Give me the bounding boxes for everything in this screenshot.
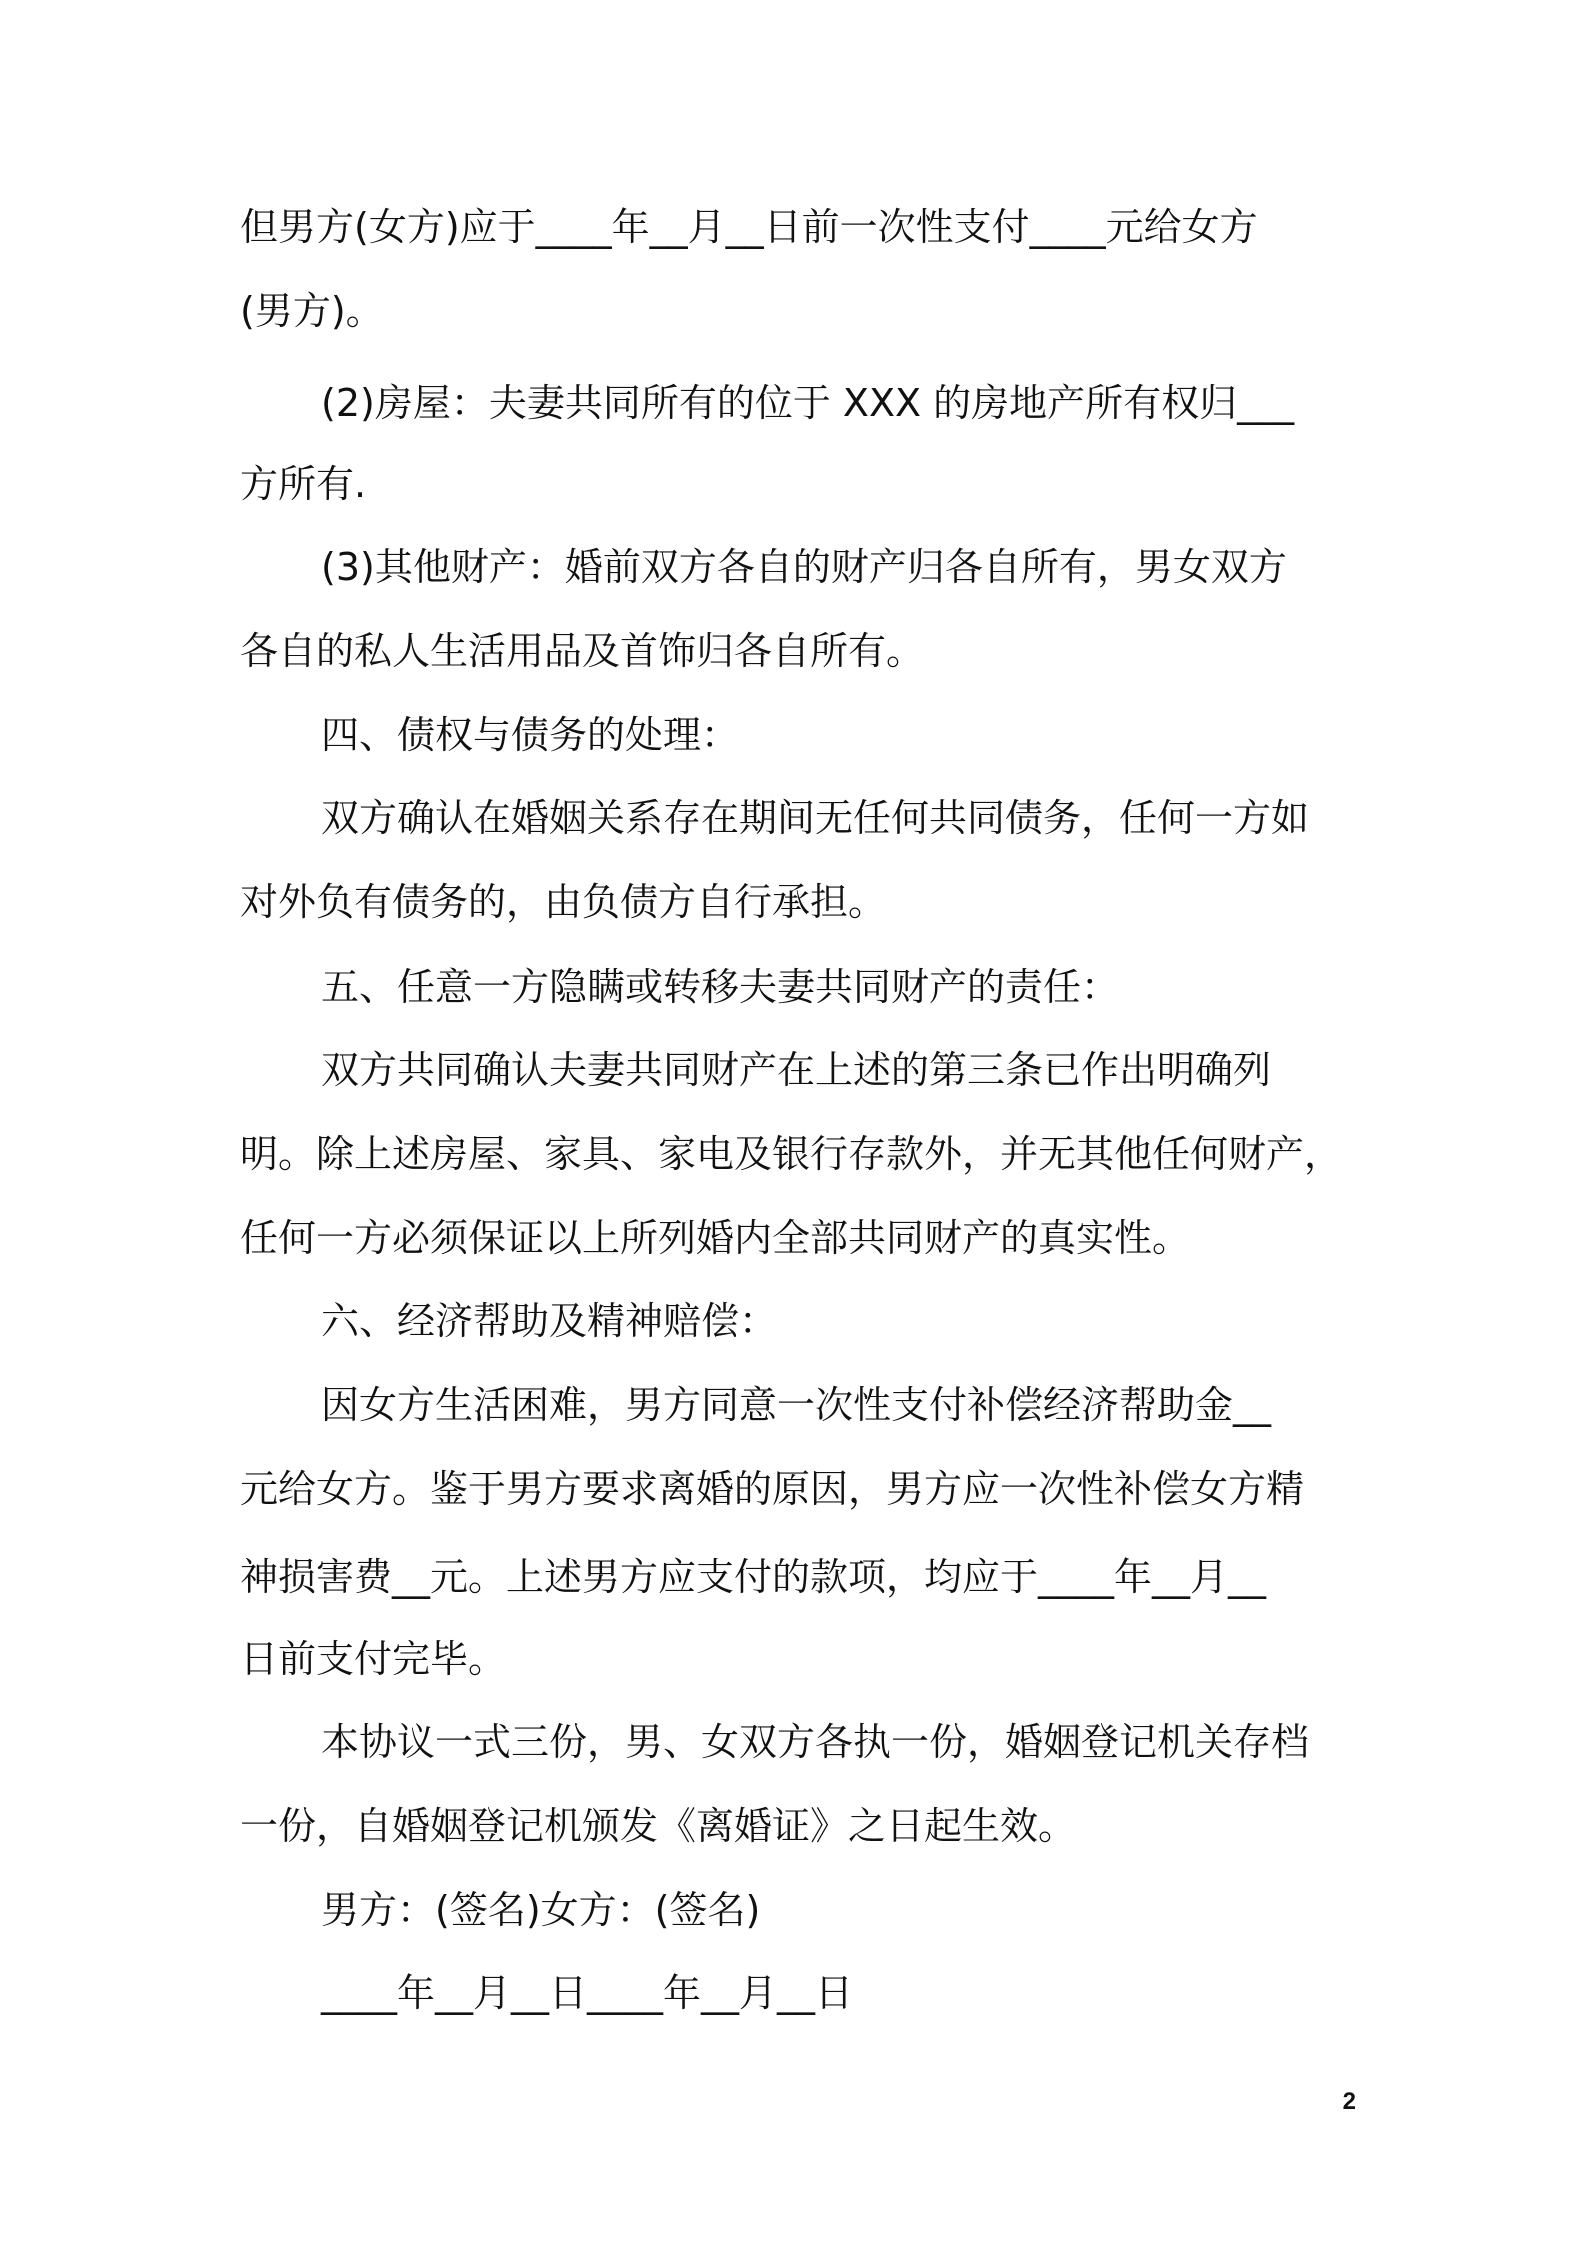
other-property-clause-continuation: 各自的私人生活用品及首饰归各自所有。 (240, 629, 925, 673)
page-number: 2 (1342, 2088, 1356, 2115)
agreement-copies-continuation: 一份，自婚姻登记机颁发《离婚证》之日起生效。 (240, 1804, 1077, 1848)
property-confirm-continuation-1: 明。除上述房屋、家具、家电及银行存款外，并无其他任何财产， (240, 1132, 1343, 1176)
section-four-heading: 四、债权与债务的处理： (321, 713, 740, 757)
payment-clause-line: 但男方(女方)应于____年__月__日前一次性支付____元给女方 (240, 205, 1258, 249)
signature-line: 男方：(签名)女方：(签名) (321, 1888, 761, 1932)
compensation-clause-line: 因女方生活困难，男方同意一次性支付补偿经济帮助金__ (321, 1383, 1272, 1427)
other-property-clause-line: (3)其他财产：婚前双方各自的财产归各自所有，男女双方 (321, 545, 1287, 589)
house-clause-continuation: 方所有. (240, 462, 367, 506)
debt-clause-line: 双方确认在婚姻关系存在期间无任何共同债务，任何一方如 (321, 796, 1310, 840)
date-line: ____年__月__日____年__月__日 (321, 1971, 854, 2015)
compensation-clause-continuation-2: 神损害费__元。上述男方应支付的款项，均应于____年__月__ (240, 1555, 1267, 1599)
section-six-heading: 六、经济帮助及精神赔偿： (321, 1299, 778, 1343)
section-five-heading: 五、任意一方隐瞒或转移夫妻共同财产的责任： (321, 965, 1120, 1009)
house-clause-line: (2)房屋：夫妻共同所有的位于 XXX 的房地产所有权归___ (321, 381, 1295, 425)
agreement-copies-line: 本协议一式三份，男、女双方各执一份，婚姻登记机关存档 (321, 1720, 1310, 1764)
property-confirm-line: 双方共同确认夫妻共同财产在上述的第三条已作出明确列 (321, 1048, 1272, 1092)
property-confirm-continuation-2: 任何一方必须保证以上所列婚内全部共同财产的真实性。 (240, 1216, 1191, 1260)
payment-clause-continuation: (男方)。 (240, 289, 384, 333)
compensation-clause-continuation-1: 元给女方。鉴于男方要求离婚的原因，男方应一次性补偿女方精 (240, 1467, 1305, 1511)
compensation-clause-continuation-3: 日前支付完毕。 (240, 1637, 507, 1681)
debt-clause-continuation: 对外负有债务的，由负债方自行承担。 (240, 880, 887, 924)
